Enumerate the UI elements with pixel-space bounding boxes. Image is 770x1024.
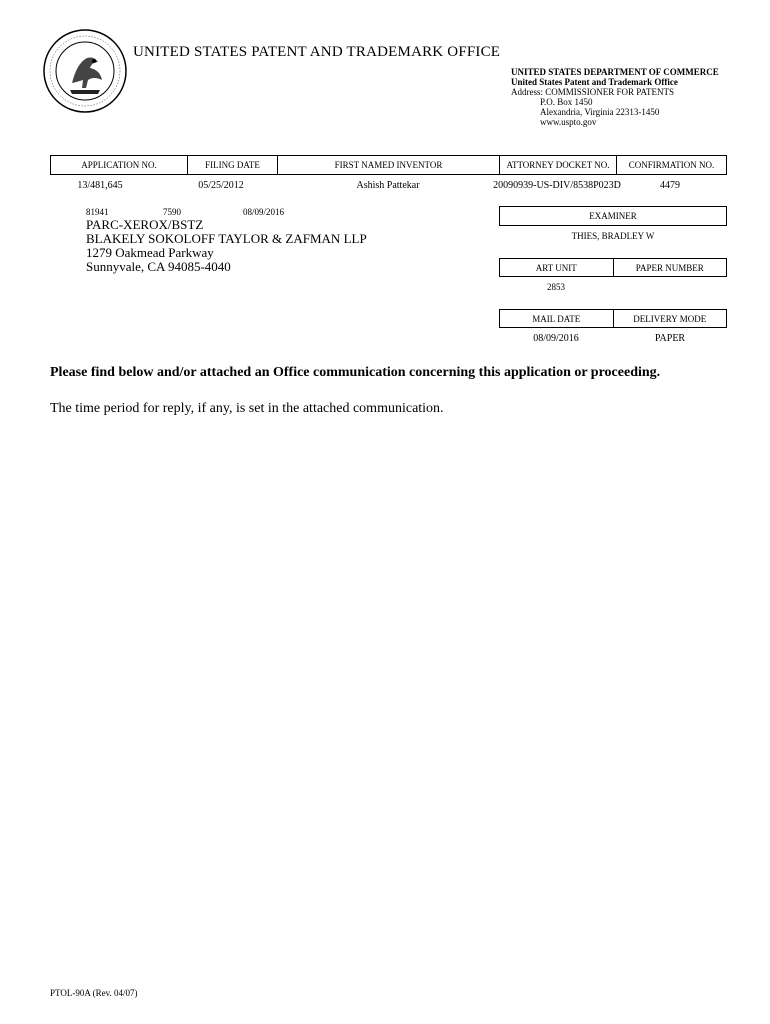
address-line3: Alexandria, Virginia 22313-1450 [540,107,660,117]
mail-date-header [499,309,727,328]
delivery-mode-value: PAPER [654,333,686,344]
application-no-value: 13/481,645 [77,180,123,191]
examiner-header: EXAMINER [499,206,727,226]
correspondence-address [86,218,367,274]
address-street: 1279 Oakmead Parkway [86,245,214,260]
filing-date-value: 05/25/2012 [198,180,244,191]
inventor-value: Ashish Pattekar [356,180,420,191]
address-line2: P.O. Box 1450 [540,97,593,107]
department-address-block [511,67,719,127]
address-line4: www.uspto.gov [540,117,597,127]
art-unit-header [499,258,727,277]
form-number: PTOL-90A (Rev. 04/07) [50,988,138,998]
header-first-inventor: FIRST NAMED INVENTOR [278,156,500,174]
paper-number-label: PAPER NUMBER [635,262,704,273]
office-title: UNITED STATES PATENT AND TRADEMARK OFFICE [133,44,501,60]
department-name: UNITED STATES DEPARTMENT OF COMMERCE [511,67,719,77]
header-application-no: APPLICATION NO. [51,156,188,174]
confirmation-no-value: 4479 [660,180,680,191]
header-docket-no: ATTORNEY DOCKET NO. [500,156,617,174]
address-firm-code: PARC-XEROX/BSTZ [86,217,204,232]
art-unit-label: ART UNIT [500,259,614,276]
examiner-name: THIES, BRADLEY W [571,231,655,241]
docket-no-value: 20090939-US-DIV/8538P023D [493,180,621,191]
office-communication-notice: Please find below and/or attached an Office communication concerning this application or proceeding. [50,365,661,380]
address-line1: Address: COMMISSIONER FOR PATENTS [511,87,674,97]
customer-number: 81941 [86,207,109,217]
uspto-seal-icon [42,28,128,114]
correspondence-code: 7590 [163,207,181,217]
art-unit-value: 2853 [547,282,565,292]
application-table-header [50,155,727,175]
address-city: Sunnyvale, CA 94085-4040 [86,259,231,274]
header-confirmation-no: CONFIRMATION NO. [628,160,715,170]
agency-name: United States Patent and Trademark Office [511,77,678,87]
mail-date-value: 08/09/2016 [533,333,579,344]
mail-date-label: MAIL DATE [500,310,614,327]
header-filing-date: FILING DATE [188,156,278,174]
reply-period-text: The time period for reply, if any, is set in the attached communication. [50,401,444,416]
address-firm-name: BLAKELY SOKOLOFF TAYLOR & ZAFMAN LLP [86,231,367,246]
delivery-mode-label: DELIVERY MODE [633,313,707,324]
correspondence-date: 08/09/2016 [243,207,285,217]
